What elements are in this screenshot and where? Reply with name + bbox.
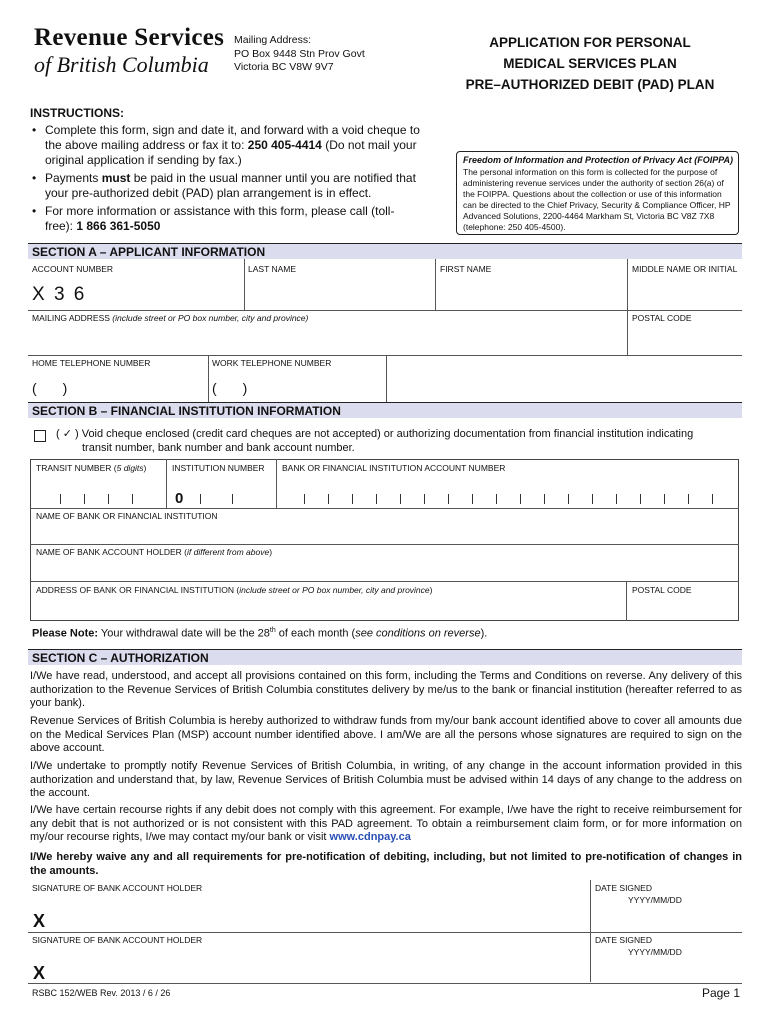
bank-name-label: NAME OF BANK OR FINANCIAL INSTITUTION [36,511,218,521]
last-name-label: LAST NAME [248,264,297,274]
date-format-2: YYYY/MM/DD [628,947,682,957]
waiver-statement: I/We hereby waive any and all requirements for pre-notification of debiting, including, but not limited to pre-notification of changes in the amounts. [30,851,742,877]
title-line: PRE–AUTHORIZED DEBIT (PAD) PLAN [465,77,715,92]
bank-address-input[interactable] [36,597,622,617]
cdnpay-link[interactable]: www.cdnpay.ca [329,831,411,843]
authorization-paragraph-4: I/We have certain recourse rights if any debit does not comply with this agreement. For example, I/we have the right to receive reimbursement for any debit that is not authorized or is not consistent with this PAD agreement. To obtain a reimbursement claim form, or for more information on my/our recourse rights, I/we may contact my/our bank or visit www.cdnpay.ca [30,804,742,843]
bank-postal-code-label: POSTAL CODE [632,585,692,595]
account-number-input[interactable]: X 3 6 [32,284,87,305]
mailing-line: Victoria BC V8W 9V7 [234,61,334,73]
foippa-heading: Freedom of Information and Protection of Privacy Act (FOIPPA) [463,155,734,165]
authorization-paragraph-2: Revenue Services of British Columbia is hereby authorized to withdraw funds from my/our bank account identified above to cover all amounts due on the Medical Services Plan (MSP) account number identified above. I am/We are all the persons whose signatures are required to sign on the above account. [30,715,742,754]
instructions-list [30,123,422,237]
account-holder-label: NAME OF BANK ACCOUNT HOLDER (if different from above) [36,547,273,557]
bank-address-label: ADDRESS OF BANK OR FINANCIAL INSTITUTION (include street or PO box number, city and province) [36,585,433,595]
mailing-line: Mailing Address: [234,34,312,46]
date-signed-input-2[interactable] [595,960,739,982]
mailing-address-label: MAILING ADDRESS (include street or PO box number, city and province) [32,313,309,323]
first-name-input[interactable] [440,278,624,308]
last-name-input[interactable] [248,278,432,308]
postal-code-label: POSTAL CODE [632,313,692,323]
instruction-item: • Complete this form, sign and date it, and forward with a void cheque to the above mailing address or fax it to: 250 405-4414 (Do not mail your original application if sending by fax.) [30,123,422,168]
institution-number-input[interactable]: 0 [170,490,274,508]
withdrawal-note: Please Note: Your withdrawal date will be the 28th of each month (see conditions on reverse). [32,627,488,640]
home-phone-label: HOME TELEPHONE NUMBER [32,358,151,368]
account-holder-input[interactable] [36,558,736,578]
authorization-paragraph-3: I/We undertake to promptly notify Revenue Services of British Columbia, in writing, of any change in the account information provided in this authorization and understand that, by law, Revenue Services of British Columbia must be advised within 14 days of any change to the address on the account. [30,760,742,799]
date-format-1: YYYY/MM/DD [628,895,682,905]
signature-label-1: SIGNATURE OF BANK ACCOUNT HOLDER [32,883,203,893]
foippa-body: The personal information on this form is collected for the purpose of administering revenue services under the authority of section 26(a) of the FOIPPA. Questions about the collection or use of this information can be directed to the Chief Privacy, Security & Compliance Officer, HP Advanced Solutions, 2200-4464 Markham St, Victoria BC V8Z 7X8 (telephone: 250 405-4500). [463,167,731,232]
logo-line-1: Revenue Services [34,24,225,51]
work-phone-label: WORK TELEPHONE NUMBER [212,358,332,368]
bank-postal-code-input[interactable] [632,597,736,617]
instructions-heading: INSTRUCTIONS: [30,106,124,120]
signature-x-mark: X [33,963,46,983]
section-a-header: SECTION A – APPLICANT INFORMATION [28,243,742,259]
form-title [420,32,760,95]
section-b-header: SECTION B – FINANCIAL INSTITUTION INFORMATION [28,402,742,418]
transit-number-input[interactable] [36,494,164,506]
mailing-line: PO Box 9448 Stn Prov Govt [234,47,365,60]
page-number: Page 1 [701,986,740,1000]
void-cheque-checkbox[interactable] [34,430,46,442]
toll-free-number: 1 866 361-5050 [76,219,161,233]
section-c-header: SECTION C – AUTHORIZATION [28,649,742,665]
foippa-notice [456,151,739,235]
work-phone-input[interactable]: ( ) [212,380,248,396]
signature-label-2: SIGNATURE OF BANK ACCOUNT HOLDER [32,935,203,945]
account-number-label: ACCOUNT NUMBER [32,264,114,274]
void-cheque-text: ( ✓ ) Void cheque enclosed (credit card cheques are not accepted) or authorizing documentation from financial institution indicating transit number, bank number and bank account number. [56,428,694,454]
mailing-address [234,34,365,75]
date-signed-label-2: DATE SIGNED [595,935,652,945]
instruction-item: • Payments must be paid in the usual manner until you are notified that your pre-authorized debit (PAD) plan arrangement is in effect. [30,171,422,201]
form-revision: RSBC 152/WEB Rev. 2013 / 6 / 26 [32,988,171,998]
mailing-address-input[interactable] [32,326,622,352]
authorization-paragraph-1: I/We have read, understood, and accept all provisions contained on this form, including the Terms and Conditions on reverse. Any delivery of this authorization to the Revenue Services of British Columbia constitutes delivery by me/us to the bank or financial institution (hereafter referred to as your bank). [30,670,742,709]
account-number-label-bank: BANK OR FINANCIAL INSTITUTION ACCOUNT NUMBER [282,463,506,473]
signature-input-1[interactable] [52,906,582,930]
signature-x-mark: X [33,911,46,931]
middle-name-input[interactable] [632,278,740,308]
title-line: APPLICATION FOR PERSONAL [489,35,691,50]
logo-line-2: of British Columbia [34,52,209,77]
instruction-item: • For more information or assistance with this form, please call (toll-free): 1 866 361-5050 [30,204,422,234]
signature-input-2[interactable] [52,958,582,982]
middle-name-label: MIDDLE NAME OR INITIAL [632,264,738,274]
date-signed-input-1[interactable] [595,908,739,930]
postal-code-input[interactable] [632,326,740,352]
date-signed-label-1: DATE SIGNED [595,883,652,893]
first-name-label: FIRST NAME [440,264,492,274]
institution-number-label: INSTITUTION NUMBER [172,463,265,473]
transit-number-label: TRANSIT NUMBER (5 digits) [36,463,147,473]
bank-account-number-input[interactable] [280,494,736,506]
bank-name-input[interactable] [36,522,736,542]
title-line: MEDICAL SERVICES PLAN [503,56,677,71]
fax-number: 250 405-4414 [247,138,322,152]
home-phone-input[interactable]: ( ) [32,380,68,396]
